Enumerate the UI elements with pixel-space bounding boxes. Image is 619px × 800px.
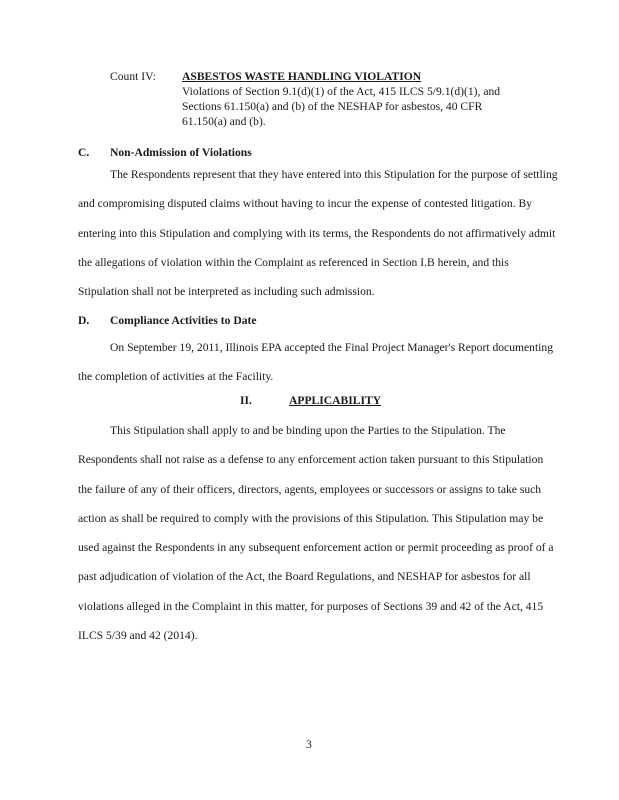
section-ii-title: APPLICABILITY [289,394,382,407]
count-label: Count IV: [110,70,156,83]
page-number: 3 [306,738,312,751]
count-description-line: Violations of Section 9.1(d)(1) of the Act, 415 ILCS 5/9.1(d)(1), and [182,85,501,98]
count-description-line: 61.150(a) and (b). [182,115,266,128]
section-ii-paragraph: This Stipulation shall apply to and be binding upon the Parties to the Stipulation. The Respondents shall not raise as a defense to any enforcement action taken pursuant to this Stipulation the failure of any of their officers, directors, agents, employees or successors or assigns to take such action as shall be required to comply with the provisions of this Stipulation. This Stipulation may be used against the Respondents in any subsequent enforcement action or permit proceeding as proof of a past adjudication of violation of the Act, the Board Regulations, and NESHAP for asbestos for all violations alleged in the Complaint in this matter, for purposes of Sections 39 and 42 of the Act, 415 ILCS 5/39 and 42 (2014). [78,424,554,643]
section-c-letter: C. [78,146,90,159]
section-d-letter: D. [78,314,90,327]
count-description [182,84,500,129]
section-d-paragraph: On September 19, 2011, Illinois EPA accepted the Final Project Manager's Report documenting the completion of activities at the Facility. [78,341,553,384]
section-c-paragraph: The Respondents represent that they have entered into this Stipulation for the purpose of settling and compromising disputed claims without having to incur the expense of contested litigation. By entering into this Stipulation and complying with its terms, the Respondents do not affirmatively admit the allegations of violation within the Complaint as referenced in Section I.B herein, and this Stipulation shall not be interpreted as including such admission. [78,168,558,299]
section-d-title: Compliance Activities to Date [110,314,257,327]
section-ii-number: II. [240,394,252,407]
section-c-title: Non-Admission of Violations [110,146,252,159]
count-description-line: Sections 61.150(a) and (b) of the NESHAP for asbestos, 40 CFR [182,100,483,113]
count-title: ASBESTOS WASTE HANDLING VIOLATION [182,70,422,83]
